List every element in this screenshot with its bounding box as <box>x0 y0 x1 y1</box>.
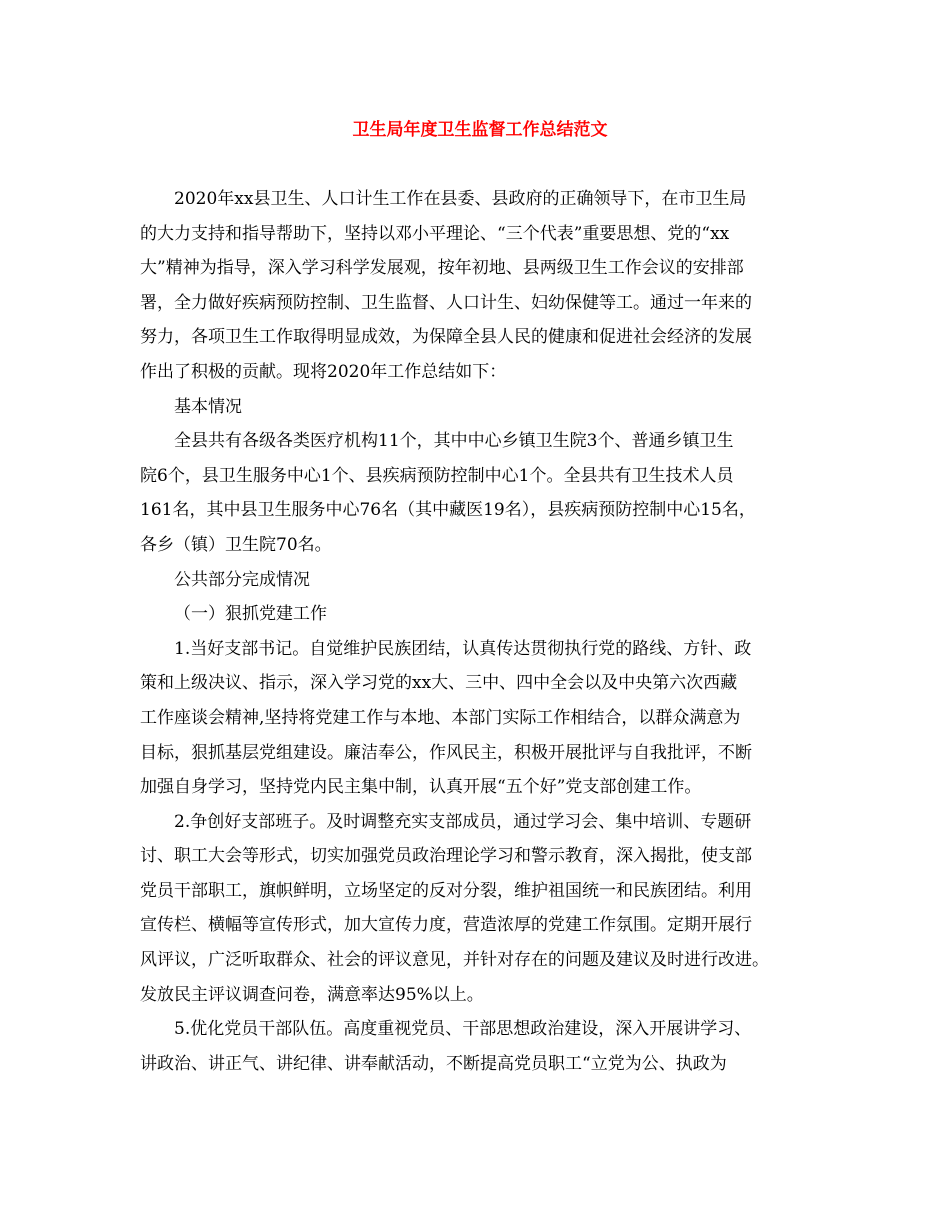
paragraph-line: 161名，其中县卫生服务中心76名（其中藏医19名），县疾病预防控制中心15名， <box>140 500 756 521</box>
paragraph-line: 1.当好支部书记。自觉维护民族团结，认真传达贯彻执行党的路线、方针、政 <box>174 638 752 659</box>
paragraph-line: 署，全力做好疾病预防控制、卫生监督、人口计生、妇幼保健等工。通过一年来的 <box>140 292 752 313</box>
paragraph-line: 发放民主评议调查问卷，满意率达95%以上。 <box>140 984 484 1005</box>
paragraph-line: 宣传栏、横幅等宣传形式，加大宣传力度，营造浓厚的党建工作氛围。定期开展行 <box>140 915 752 936</box>
document-body <box>140 182 820 1081</box>
paragraph-line: 讨、职工大会等形式，切实加强党员政治理论学习和警示教育，深入揭批，使支部 <box>140 846 752 867</box>
paragraph-line: 风评议，广泛听取群众、社会的评议意见，并针对存在的问题及建议及时进行改进。 <box>140 950 769 971</box>
paragraph-line: 全县共有各级各类医疗机构11个，其中中心乡镇卫生院3个、普通乡镇卫生 <box>174 431 734 452</box>
paragraph-line: 工作座谈会精神,坚持将党建工作与本地、本部门实际工作相结合，以群众满意为 <box>140 707 741 728</box>
paragraph-line: 大”精神为指导，深入学习科学发展观，按年初地、县两级卫生工作会议的安排部 <box>140 258 744 279</box>
paragraph-line: 院6个，县卫生服务中心1个、县疾病预防控制中心1个。全县共有卫生技术人员 <box>140 465 734 486</box>
paragraph-line: 2020年xx县卫生、人口计生工作在县委、县政府的正确领导下，在市卫生局 <box>174 189 747 209</box>
paragraph <box>140 424 820 562</box>
paragraph-line: 各乡（镇）卫生院70名。 <box>140 534 332 555</box>
section-heading: 公共部分完成情况 <box>174 569 310 590</box>
paragraph-line: 作出了积极的贡献。现将2020年工作总结如下： <box>140 361 507 382</box>
paragraph <box>140 182 820 390</box>
section-heading: 基本情况 <box>174 396 242 417</box>
section-heading: （一）狠抓党建工作 <box>174 604 327 625</box>
paragraph <box>140 632 820 805</box>
paragraph-line: 的大力支持和指导帮助下，坚持以邓小平理论、“三个代表”重要思想、党的“xx <box>140 223 730 244</box>
paragraph-line: 讲政治、讲正气、讲纪律、讲奉献活动，不断提高党员职工“立党为公、执政为 <box>140 1053 727 1074</box>
paragraph-line: 策和上级决议、指示，深入学习党的xx大、三中、四中全会以及中央第六次西藏 <box>140 673 738 694</box>
paragraph-line: 2.争创好支部班子。及时调整充实支部成员，通过学习会、集中培训、专题研 <box>174 811 752 832</box>
document-title: 卫生局年度卫生监督工作总结范文 <box>352 120 608 140</box>
paragraph-line: 5.优化党员干部队伍。高度重视党员、干部思想政治建设，深入开展讲学习、 <box>174 1019 752 1040</box>
paragraph-line: 党员干部职工，旗帜鲜明，立场坚定的反对分裂，维护祖国统一和民族团结。利用 <box>140 880 752 901</box>
paragraph-line: 目标，狠抓基层党组建设。廉洁奉公，作风民主，积极开展批评与自我批评，不断 <box>140 742 752 763</box>
paragraph-line: 努力，各项卫生工作取得明显成效，为保障全县人民的健康和促进社会经济的发展 <box>140 327 752 348</box>
paragraph <box>140 1012 820 1081</box>
document-page <box>140 118 820 1081</box>
paragraph <box>140 805 820 1013</box>
paragraph-line: 加强自身学习，坚持党内民主集中制，认真开展“五个好”党支部创建工作。 <box>140 777 702 798</box>
